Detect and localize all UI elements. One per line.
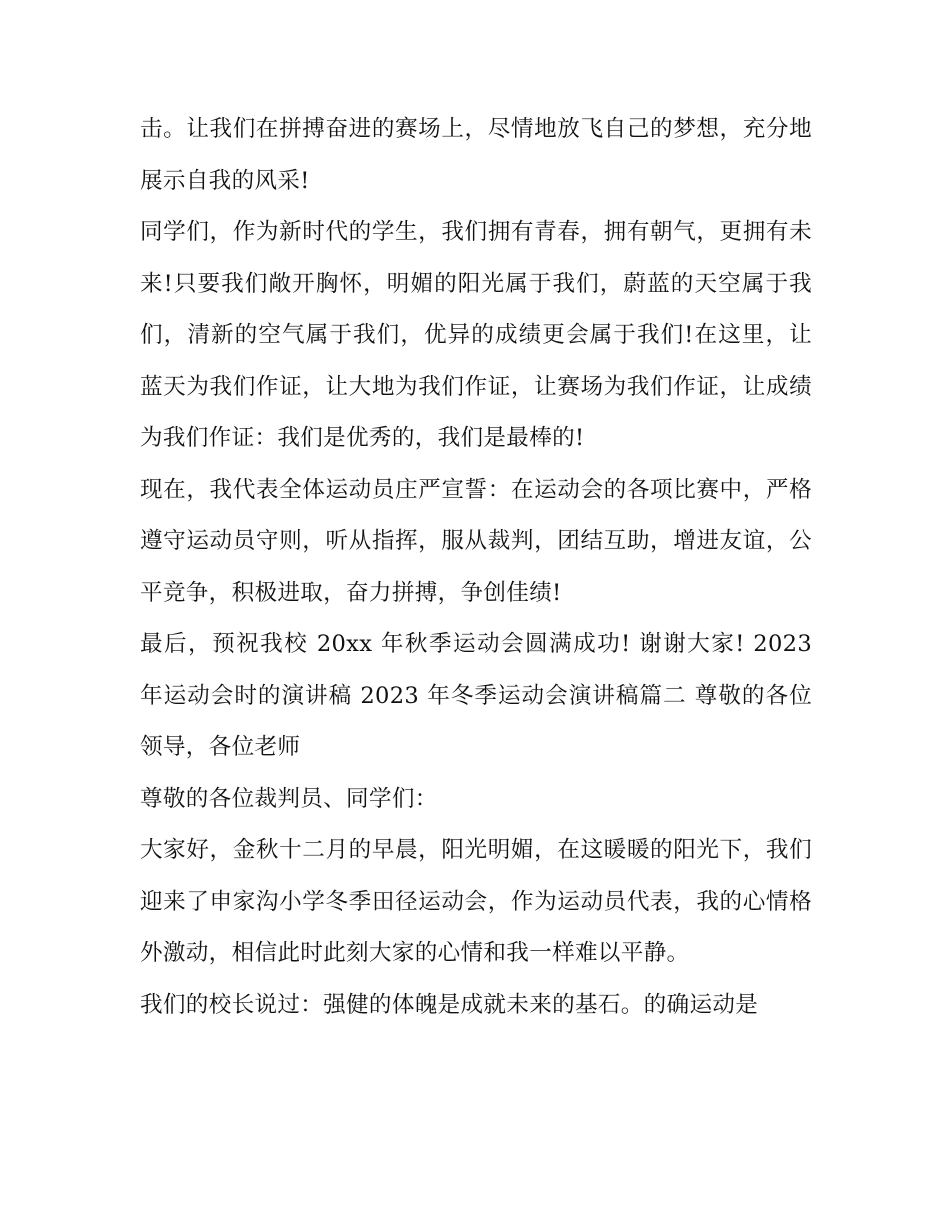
paragraph: 我们的校长说过：强健的体魄是成就未来的基石。的确运动是	[140, 991, 759, 1018]
paragraph: 现在，我代表全体运动员庄严宣誓：在运动会的各项比赛中，严格遵守运动员守则，听从指挥，服从裁判，团结互助，增进友谊，公平竞争，积极进取，奋力拼搏，争创佳绩!	[140, 476, 812, 606]
paragraph: 大家好，金秋十二月的早晨，阳光明媚，在这暖暖的阳光下，我们迎来了申家沟小学冬季田径运动会，作为运动员代表，我的心情格外激动，相信此时此刻大家的心情和我一样难以平静。	[140, 837, 812, 966]
paragraph: 最后，预祝我校 20xx 年秋季运动会圆满成功! 谢谢大家! 2023 年运动会时的演讲稿 2023 年冬季运动会演讲稿篇二 尊敬的各位领导，各位老师	[140, 631, 812, 760]
paragraph: 击。让我们在拼搏奋进的赛场上，尽情地放飞自己的梦想，充分地展示自我的风采!	[140, 116, 812, 194]
paragraph: 尊敬的各位裁判员、同学们：	[140, 785, 438, 812]
paragraph: 同学们，作为新时代的学生，我们拥有青春，拥有朝气，更拥有未来!只要我们敞开胸怀，明媚的阳光属于我们，蔚蓝的天空属于我们，清新的空气属于我们，优异的成绩更会属于我们!在这里，让蓝天为我们作证，让大地为我们作证，让赛场为我们作证，让成绩为我们作证：我们是优秀的，我们是最棒的!	[140, 219, 812, 451]
document-body	[140, 104, 812, 1031]
